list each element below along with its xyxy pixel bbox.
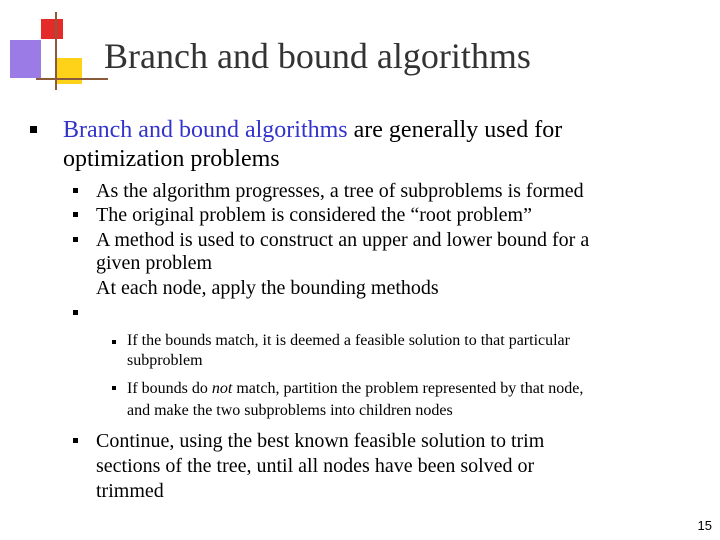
bullet-square (73, 212, 78, 217)
bullet-square (73, 237, 78, 242)
logo-red-square (41, 19, 63, 39)
bullet-l2-5b: sections of the tree, until all nodes have been solved or (96, 455, 535, 477)
bullet-l3-2-pre: If bounds do (127, 380, 212, 397)
bullet-l2-3b: given problem (96, 252, 213, 274)
bullet-square (30, 126, 37, 133)
bullet-l1-line2: optimization problems (63, 146, 280, 172)
highlight-term: Branch and bound algorithms (63, 117, 348, 143)
logo-yellow-square (56, 58, 82, 84)
bullet-l1-rest: are generally used for (347, 117, 563, 143)
bullet-l2-5a: Continue, using the best known feasible solution to trim (96, 430, 545, 452)
bullet-l2-1: As the algorithm progresses, a tree of subproblems is formed (96, 180, 584, 202)
bullet-l2-5c: trimmed (96, 480, 164, 502)
logo-horizontal-line (36, 78, 108, 80)
bullet-l3-2-post: match, partition the problem represented by that node, (232, 380, 584, 397)
bullet-l2-2: The original problem is considered the “root problem” (96, 204, 532, 226)
bullet-square (73, 310, 78, 315)
bullet-l1-line1 (63, 116, 562, 144)
slide-logo (0, 0, 110, 90)
bullet-l2-4: At each node, apply the bounding methods (96, 277, 439, 299)
bullet-square (73, 438, 78, 443)
bullet-square (112, 340, 116, 344)
bullet-l3-2a (127, 380, 583, 398)
slide-title: Branch and bound algorithms (104, 36, 531, 76)
bullet-l3-1a: If the bounds match, it is deemed a feasible solution to that particular (127, 332, 570, 349)
logo-purple-square (10, 40, 41, 78)
bullet-l3-1b: subproblem (127, 352, 203, 369)
page-number: 15 (697, 518, 712, 533)
bullet-square (73, 188, 78, 193)
bullet-square (112, 386, 116, 390)
emphasis-not: not (211, 380, 233, 397)
bullet-l2-3a: A method is used to construct an upper and lower bound for a (96, 229, 590, 251)
bullet-l3-2b: and make the two subproblems into children nodes (127, 402, 453, 419)
